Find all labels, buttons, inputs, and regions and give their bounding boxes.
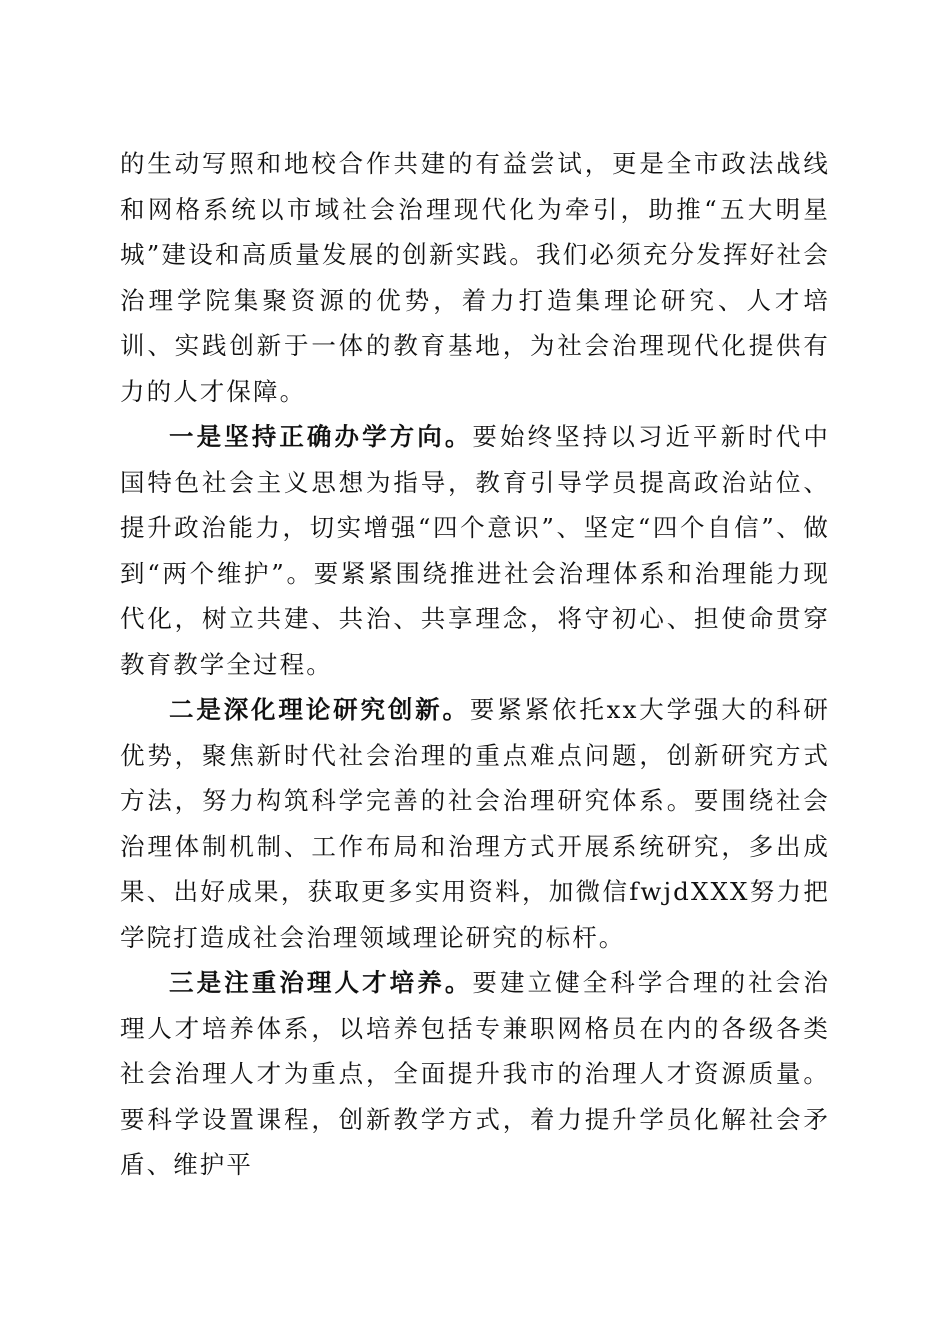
- paragraph-text: 要紧紧依托xx大学强大的科研优势，聚焦新时代社会治理的重点难点问题，创新研究方式方法，努力构筑科学完善的社会治理研究体系。要围绕社会治理体制机制、工作布局和治理方式开展系统研究，多出成果、出好成果，获取更多实用资料，加微信fwjdXXX努力把学院打造成社会治理领域理论研究的标杆。: [120, 695, 830, 952]
- paragraph-continuation: [120, 141, 830, 414]
- paragraph-point-one: [120, 414, 830, 687]
- document-body: [120, 141, 830, 1188]
- paragraph-text: 要始终坚持以习近平新时代中国特色社会主义思想为指导，教育引导学员提高政治站位、提升政治能力，切实增强“四个意识”、坚定“四个自信”、做到“两个维护”。要紧紧围绕推进社会治理体系和治理能力现代化，树立共建、共治、共享理念，将守初心、担使命贯穿教育教学全过程。: [120, 422, 830, 679]
- paragraph-text: 的生动写照和地校合作共建的有益尝试，更是全市政法战线和网格系统以市域社会治理现代化为牵引，助推“五大明星城”建设和高质量发展的创新实践。我们必须充分发挥好社会治理学院集聚资源的优势，着力打造集理论研究、人才培训、实践创新于一体的教育基地，为社会治理现代化提供有力的人才保障。: [120, 149, 830, 406]
- paragraph-point-three: [120, 960, 830, 1188]
- paragraph-text: 要建立健全科学合理的社会治理人才培养体系，以培养包括专兼职网格员在内的各级各类社会治理人才为重点，全面提升我市的治理人才资源质量。要科学设置课程，创新教学方式，着力提升学员化解社会矛盾、维护平: [120, 968, 830, 1179]
- paragraph-heading: 一是坚持正确办学方向。: [169, 422, 473, 451]
- paragraph-point-two: [120, 687, 830, 960]
- paragraph-heading: 二是深化理论研究创新。: [169, 695, 470, 724]
- paragraph-heading: 三是注重治理人才培养。: [169, 968, 473, 997]
